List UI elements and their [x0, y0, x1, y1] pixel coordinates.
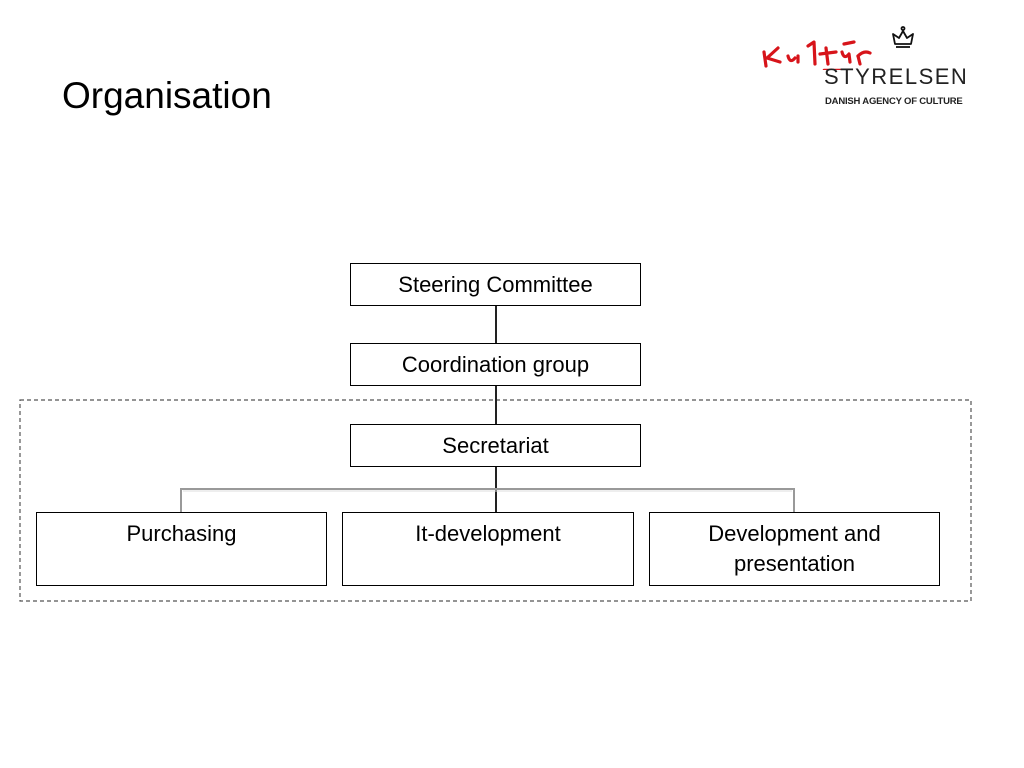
unit-box-it-development — [342, 512, 634, 586]
secretariat-box — [350, 424, 641, 467]
unit-label: Purchasing — [126, 521, 237, 546]
logo-name: STYRELSEN — [824, 64, 969, 89]
unit-label: Development and presentation — [708, 521, 881, 576]
slide-title: Organisation — [62, 75, 272, 116]
steering-committee-label: Steering Committee — [398, 271, 593, 297]
coordination-group-box — [350, 343, 641, 386]
branch-line-units — [181, 489, 794, 512]
unit-box-development-presentation — [649, 512, 940, 586]
unit-label: It-development — [415, 521, 561, 546]
coordination-group-label: Coordination group — [401, 351, 590, 377]
steering-committee-box — [350, 263, 641, 306]
logo-tagline: DANISH AGENCY OF CULTURE — [825, 96, 963, 107]
secretariat-label: Secretariat — [442, 432, 549, 458]
unit-box-purchasing — [36, 512, 327, 586]
